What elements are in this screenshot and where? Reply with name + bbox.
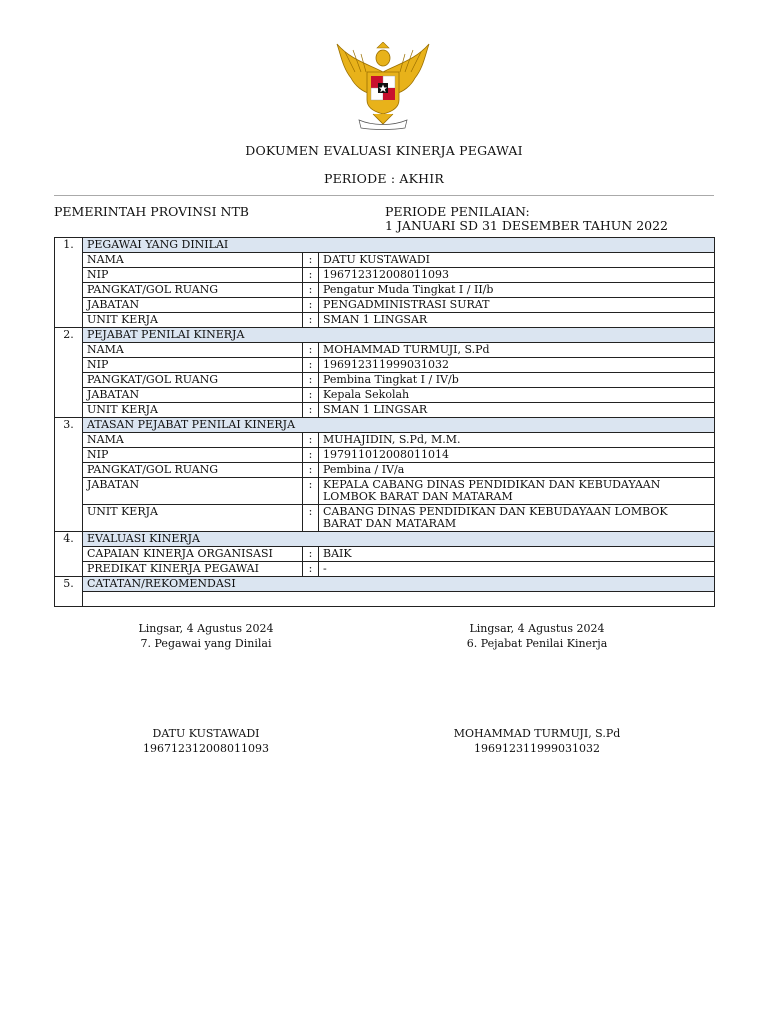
table-row (55, 547, 715, 562)
field-label: CAPAIAN KINERJA ORGANISASI (83, 547, 303, 562)
table-row (55, 283, 715, 298)
table-row (55, 253, 715, 268)
evaluation-table (54, 237, 715, 607)
field-value: - (319, 562, 715, 577)
field-value: SMAN 1 LINGSAR (319, 403, 715, 418)
field-label: PREDIKAT KINERJA PEGAWAI (83, 562, 303, 577)
field-label: NAMA (83, 343, 303, 358)
field-value: MOHAMMAD TURMUJI, S.Pd (319, 343, 715, 358)
field-colon: : (303, 253, 319, 268)
field-label: NIP (83, 448, 303, 463)
field-colon: : (303, 283, 319, 298)
field-label: JABATAN (83, 388, 303, 403)
signature-right-place-date: Lingsar, 4 Agustus 2024 (469, 622, 605, 635)
field-colon: : (303, 403, 319, 418)
signature-right (417, 621, 657, 756)
field-value: 197911012008011014 (319, 448, 715, 463)
field-colon: : (303, 505, 319, 532)
signature-left (86, 621, 326, 756)
section-header-row (55, 532, 715, 547)
table-row (55, 592, 715, 607)
divider (54, 195, 714, 196)
field-colon: : (303, 298, 319, 313)
signature-right-name: MOHAMMAD TURMUJI, S.Pd (453, 727, 621, 740)
field-label: UNIT KERJA (83, 313, 303, 328)
field-value: MUHAJIDIN, S.Pd, M.M. (319, 433, 715, 448)
field-colon: : (303, 448, 319, 463)
table-row (55, 313, 715, 328)
government-name: PEMERINTAH PROVINSI NTB (54, 204, 249, 219)
garuda-emblem-icon (333, 42, 433, 130)
section-title: PEGAWAI YANG DINILAI (83, 238, 715, 253)
field-label: NAMA (83, 433, 303, 448)
field-value: Pembina / IV/a (319, 463, 715, 478)
table-row (55, 433, 715, 448)
table-row (55, 562, 715, 577)
field-colon: : (303, 343, 319, 358)
signature-left-space (86, 651, 326, 726)
field-colon: : (303, 547, 319, 562)
field-value: BAIK (319, 547, 715, 562)
table-row (55, 463, 715, 478)
field-colon: : (303, 313, 319, 328)
assessment-period-value: 1 JANUARI SD 31 DESEMBER TAHUN 2022 (385, 218, 669, 233)
section-number: 2. (55, 328, 83, 418)
field-label: JABATAN (83, 298, 303, 313)
table-row (55, 403, 715, 418)
section-title: CATATAN/REKOMENDASI (83, 577, 715, 592)
field-value: 196912311999031032 (319, 358, 715, 373)
section-header-row (55, 238, 715, 253)
signature-left-name: DATU KUSTAWADI (152, 727, 260, 740)
field-label: PANGKAT/GOL RUANG (83, 373, 303, 388)
signature-left-nip: 196712312008011093 (143, 742, 269, 755)
section-header-row (55, 328, 715, 343)
table-row (55, 448, 715, 463)
field-colon: : (303, 433, 319, 448)
signature-right-space (417, 651, 657, 726)
field-colon: : (303, 463, 319, 478)
section-title: EVALUASI KINERJA (83, 532, 715, 547)
section-number: 3. (55, 418, 83, 532)
signature-right-nip: 196912311999031032 (474, 742, 600, 755)
document-title: DOKUMEN EVALUASI KINERJA PEGAWAI (245, 143, 523, 158)
table-row (55, 298, 715, 313)
field-label: UNIT KERJA (83, 505, 303, 532)
field-value: 196712312008011093 (319, 268, 715, 283)
field-value: KEPALA CABANG DINAS PENDIDIKAN DAN KEBUDAYAAN LOMBOK BARAT DAN MATARAM (319, 478, 715, 505)
field-colon: : (303, 268, 319, 283)
section-number: 1. (55, 238, 83, 328)
table-row (55, 358, 715, 373)
field-colon: : (303, 562, 319, 577)
field-colon: : (303, 358, 319, 373)
field-value: Kepala Sekolah (319, 388, 715, 403)
field-colon: : (303, 478, 319, 505)
field-value: CABANG DINAS PENDIDIKAN DAN KEBUDAYAAN LOMBOK BARAT DAN MATARAM (319, 505, 715, 532)
notes-content (83, 592, 715, 607)
table-row (55, 478, 715, 505)
field-colon: : (303, 373, 319, 388)
section-number: 4. (55, 532, 83, 577)
field-label: JABATAN (83, 478, 303, 505)
section-title: ATASAN PEJABAT PENILAI KINERJA (83, 418, 715, 433)
section-header-row (55, 577, 715, 592)
table-row (55, 268, 715, 283)
field-value: Pengatur Muda Tingkat I / II/b (319, 283, 715, 298)
table-row (55, 343, 715, 358)
table-row (55, 388, 715, 403)
field-label: PANGKAT/GOL RUANG (83, 463, 303, 478)
section-title: PEJABAT PENILAI KINERJA (83, 328, 715, 343)
document-period: PERIODE : AKHIR (323, 171, 445, 186)
signature-right-role: 6. Pejabat Penilai Kinerja (466, 637, 608, 650)
section-number: 5. (55, 577, 83, 607)
signature-left-place-date: Lingsar, 4 Agustus 2024 (138, 622, 274, 635)
table-row (55, 505, 715, 532)
field-value: Pembina Tingkat I / IV/b (319, 373, 715, 388)
field-value: PENGADMINISTRASI SURAT (319, 298, 715, 313)
field-label: NAMA (83, 253, 303, 268)
field-label: PANGKAT/GOL RUANG (83, 283, 303, 298)
field-value: DATU KUSTAWADI (319, 253, 715, 268)
field-label: UNIT KERJA (83, 403, 303, 418)
field-label: NIP (83, 268, 303, 283)
table-row (55, 373, 715, 388)
field-colon: : (303, 388, 319, 403)
section-header-row (55, 418, 715, 433)
signature-left-role: 7. Pegawai yang Dinilai (140, 637, 272, 650)
assessment-period-label: PERIODE PENILAIAN: (385, 204, 530, 219)
field-value: SMAN 1 LINGSAR (319, 313, 715, 328)
field-label: NIP (83, 358, 303, 373)
